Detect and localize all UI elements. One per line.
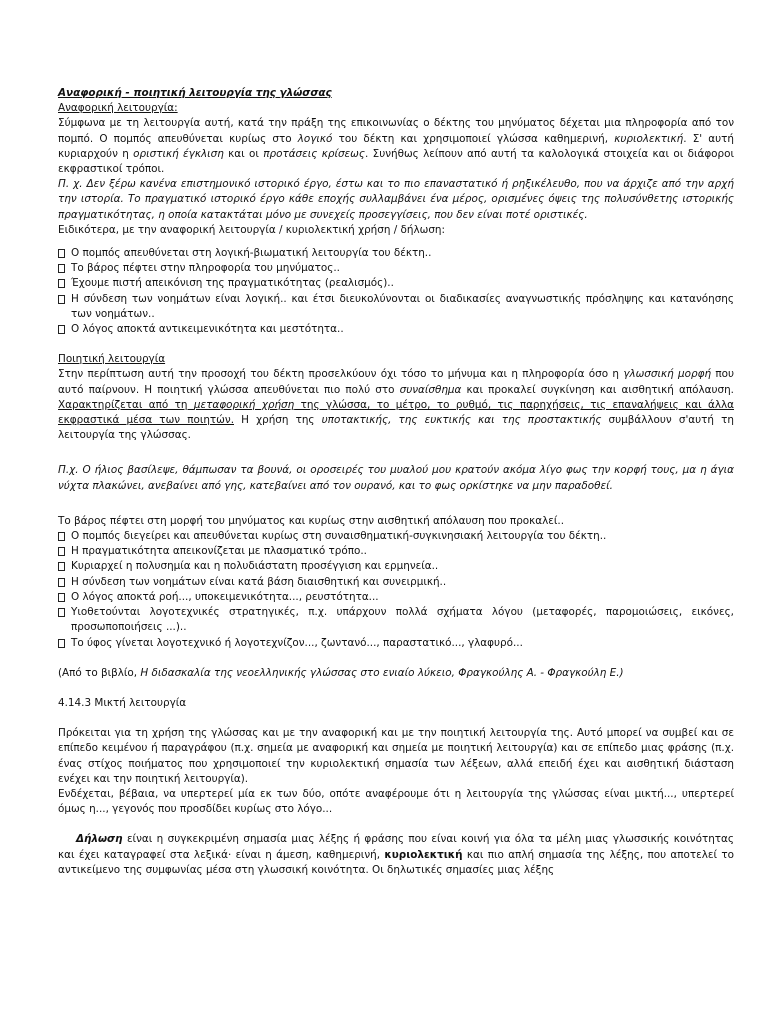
list-item: Ο λόγος αποκτά ροή..., υποκειμενικότητα..., ρευστότητα... — [58, 590, 734, 605]
list-item: Έχουμε πιστή απεικόνιση της πραγματικότητας (ρεαλισμός).. — [58, 276, 734, 291]
list-item: Η πραγματικότητα απεικονίζεται με πλασματικό τρόπο.. — [58, 544, 734, 559]
checkbox-bullet-icon — [58, 593, 65, 602]
list-item: Ο λόγος αποκτά αντικειμενικότητα και μεστότητα.. — [58, 322, 734, 337]
poetic-example: Π.χ. Ο ήλιος βασίλεψε, θάμπωσαν τα βουνά, οι οροσειρές του μυαλού μου κρατούν ακόμα λίγο φως την κορφή τους, μα η άγια νύχτα πλακώνει, ανεβαίνει από γης, κατεβαίνει από τον ουρανό, και το φως ορκίστηκε να μην παραδοθεί. — [58, 464, 734, 492]
poetic-paragraph: Στην περίπτωση αυτή την προσοχή του δέκτη προσελκύουν όχι τόσο το μήνυμα και η πληροφορία όσο η γλωσσική μορφή που αυτό παίρνουν. Η ποιητική γλώσσα απευθύνεται πιο πολύ στο συναίσθημα και προκαλεί συγκίνηση και αισθητική απόλαυση. Χαρακτηρίζεται από τη μεταφορική χρήση της γλώσσα, το μέτρο, το ρυθμό, τις παρηχήσεις, τις επαναλήψεις και άλλα εκφραστικά μέσα των ποιητών. Η χρήση της υποτακτικής, της ευκτικής και της προστακτικής συμβάλλουν σ'αυτή τη λειτουργία της γλώσσας. — [58, 368, 735, 442]
referential-subtitle: Αναφορική λειτουργία: — [58, 102, 178, 115]
checkbox-bullet-icon — [58, 639, 65, 648]
list-item: Ο πομπός διεγείρει και απευθύνεται κυρίως στη συναισθηματική-συγκινησιακή λειτουργία του δέκτη.. — [58, 529, 734, 544]
checkbox-bullet-icon — [58, 578, 65, 587]
checkbox-bullet-icon — [58, 295, 65, 304]
list-item: Ο πομπός απευθύνεται στη λογική-βιωματική λειτουργία του δέκτη.. — [58, 246, 734, 261]
checkbox-bullet-icon — [58, 547, 65, 556]
mixed-paragraph-2: Ενδέχεται, βέβαια, να υπερτερεί μία εκ των δύο, οπότε αναφέρουμε ότι η λειτουργία της γλώσσας είναι μικτή..., υπερτερεί όμως η..., γεγονός που προσδίδει κυρίως στο λόγο... — [58, 787, 734, 816]
checkbox-bullet-icon — [58, 264, 65, 273]
mixed-paragraph-1: Πρόκειται για τη χρήση της γλώσσας και με την αναφορική και με την ποιητική λειτουργία της. Αυτό μπορεί να συμβεί και σε επίπεδο κειμένου ή παραγράφου (π.χ. σημεία με αναφορική και σημεία με ποιητική λειτουργία) και σε επίπεδο μιας φράσης (π.χ. ένας στίχος ποιήματος που χρησιμοποιεί την κυριολεκτική σημασία των λέξεων, αλλά επειδή έχει και αισθητική διάσταση ενέχει και την ποιητική λειτουργία). — [58, 727, 734, 785]
list-item: Το ύφος γίνεται λογοτεχνικό ή λογοτεχνίζον..., ζωντανό..., παραστατικό..., γλαφυρό... — [58, 636, 734, 651]
checkbox-bullet-icon — [58, 608, 65, 617]
list-item: Η σύνδεση των νοημάτων είναι κατά βάση διαισθητική και συνειρμική.. — [58, 575, 734, 590]
mixed-heading: 4.14.3 Μικτή λειτουργία — [58, 696, 187, 709]
section-title: Αναφορική - ποιητική λειτουργία της γλώσσας — [58, 87, 332, 99]
referential-example: Π. χ. Δεν ξέρω κανένα επιστημονικό ιστορικό έργο, έστω και το πιο επαναστατικό ή ρηξικέλευθο, που να άρχιζε από την αρχή την ιστορία. Το πραγματικό ιστορικό έργο κάθε εποχής συλλαμβάνει ένα μέρος, ορισμένες όψεις της πολυσύνθετης ιστορικής πραγματικότητας, η οποία κατακτάται μόνο με συνεχείς προσεγγίσεις, που δεν είναι ποτέ οριστικές. — [58, 178, 734, 221]
poetic-weight: Το βάρος πέφτει στη μορφή του μηνύματος και κυρίως στην αισθητική απόλαυση που προκαλεί.. — [58, 514, 565, 527]
list-item: Υιοθετούνται λογοτεχνικές στρατηγικές, π.χ. υπάρχουν πολλά σχήματα λόγου (μεταφορές, παρομοιώσεις, εικόνες, προσωποποιήσεις ...).. — [58, 605, 734, 635]
list-item: Η σύνδεση των νοημάτων είναι λογική.. και έτσι διευκολύνονται οι διαδικασίες αναγνωστικής πρόσληψης και κατανόησης των νοημάτων.. — [58, 292, 734, 322]
list-item: Το βάρος πέφτει στην πληροφορία του μηνύματος.. — [58, 261, 734, 276]
checkbox-bullet-icon — [58, 249, 65, 258]
referential-paragraph: Σύμφωνα με τη λειτουργία αυτή, κατά την πράξη της επικοινωνίας ο δέκτης του μηνύματος δέχεται μια πληροφορία από τον πομπό. Ο πομπός απευθύνεται κυρίως στο λογικό του δέκτη και χρησιμοποιεί γλώσσα καθημερινή, κυριολεκτική. Σ' αυτή κυριαρχούν η οριστική έγκλιση και οι προτάσεις κρίσεως. Συνήθως λείπουν από αυτή τα καλολογικά στοιχεία και οι διάφοροι εκφραστικοί τρόποι. — [58, 117, 735, 176]
source-citation: (Από το βιβλίο, Η διδασκαλία της νεοελληνικής γλώσσας στο ενιαίο λύκειο, Φραγκούλης Α. - Φραγκούλη Ε.) — [58, 666, 624, 679]
checkbox-bullet-icon — [58, 325, 65, 334]
checkbox-bullet-icon — [58, 562, 65, 571]
document-page — [58, 86, 734, 878]
poetic-subtitle: Ποιητική λειτουργία — [58, 353, 166, 366]
referential-specifically: Ειδικότερα, με την αναφορική λειτουργία / κυριολεκτική χρήση / δήλωση: — [58, 223, 446, 236]
checkbox-bullet-icon — [58, 279, 65, 288]
list-item: Κυριαρχεί η πολυσημία και η πολυδιάστατη προσέγγιση και ερμηνεία.. — [58, 559, 734, 574]
denotation-paragraph: Δήλωση είναι η συγκεκριμένη σημασία μιας λέξης ή φράσης που είναι κοινή για όλα τα μέλη μιας γλωσσικής κοινότητας και έχει καταγραφεί στα λεξικά· είναι η άμεση, καθημερινή, κυριολεκτική και πιο απλή σημασία της λέξης, που αποτελεί το αντικείμενο της συμφωνίας μέσα στη γλωσσική κοινότητα. Οι δηλωτικές σημασίες μιας λέξης — [58, 833, 734, 876]
checkbox-bullet-icon — [58, 532, 65, 541]
